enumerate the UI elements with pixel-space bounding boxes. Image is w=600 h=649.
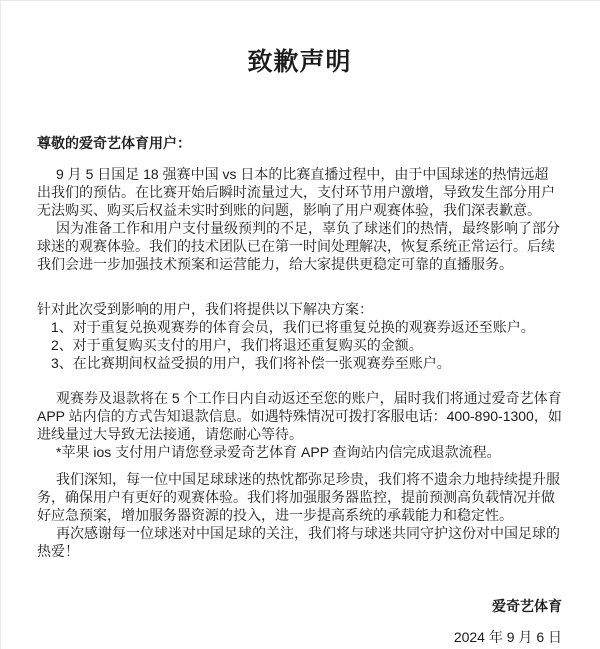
signature-company: 爱奇艺体育 bbox=[492, 598, 562, 614]
solution-item-3: 3、在比赛期间权益受损的用户，我们将补偿一张观赛券至账户。 bbox=[51, 355, 451, 371]
greeting-line: 尊敬的爱奇艺体育用户： bbox=[37, 135, 191, 151]
solution-item-1: 1、对于重复兑换观赛券的体育会员，我们已将重复兑换的观赛券返还至账户。 bbox=[51, 319, 535, 335]
paragraph-refund-info: 观赛券及退款将在 5 个工作日内自动返还至您的账户，届时我们将通过爱奇艺体育 APP 站内信的方式告知退款信息。如遇特殊情况可拨打客服电话：400-890-1300，如进线量过大导致无法接通，请您耐心等待。 bbox=[37, 390, 562, 442]
paragraph-cause: 因为准备工作和用户支付量级预判的不足，辜负了球迷们的热情，最终影响了部分球迷的观赛体验。我们的技术团队已在第一时间处理解决，恢复系统正常运行。后续我们会进一步加强技术预案和运营能力，给大家提供更稳定可靠的直播服务。 bbox=[37, 220, 560, 272]
solutions-intro: 针对此次受到影响的用户，我们将提供以下解决方案： bbox=[37, 301, 373, 317]
document-title: 致歉声明 bbox=[247, 48, 352, 76]
paragraph-incident: 9 月 5 日国足 18 强赛中国 vs 日本的比赛直播过程中，由于中国球迷的热情远超出我们的预估。在比赛开始后瞬时流量过大，支付环节用户激增，导致发生部分用户无法购买、购买后权益未实时到账的问题，影响了用户观赛体验，我们深表歉意。 bbox=[37, 166, 555, 218]
document-date: 2024 年 9 月 6 日 bbox=[453, 629, 562, 645]
paragraph-commitment: 我们深知，每一位中国足球球迷的热忱都弥足珍贵，我们将不遗余力地持续提升服务，确保用户有更好的观赛体验。我们将加强服务器监控，提前预测高负载情况并做好应急预案，增加服务器资源的投入，进一步提高系统的承载能力和稳定性。 bbox=[37, 471, 560, 523]
solution-item-2: 2、对于重复购买支付的用户，我们将退还重复购买的金额。 bbox=[51, 337, 423, 353]
paragraph-closing: 再次感谢每一位球迷对中国足球的关注，我们将与球迷共同守护这份对中国足球的热爱！ bbox=[37, 525, 560, 559]
paragraph-apple-note: *苹果 ios 支付用户请您登录爱奇艺体育 APP 查询站内信完成退款流程。 bbox=[56, 444, 501, 460]
